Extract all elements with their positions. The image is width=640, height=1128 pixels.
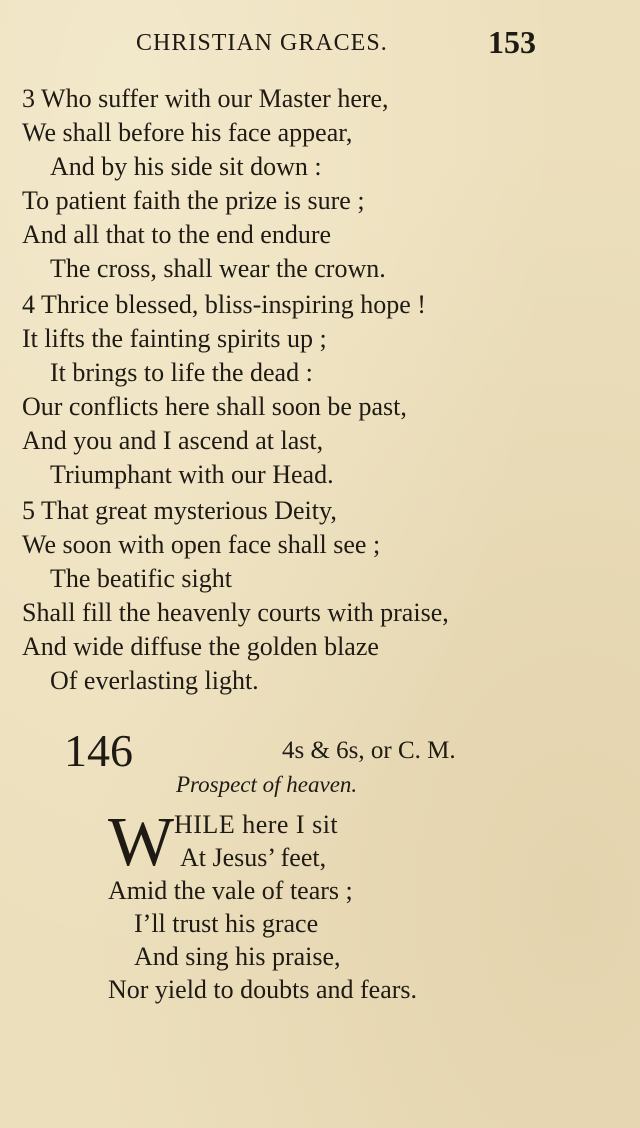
- hymn-header: [0, 726, 640, 776]
- stanza-3: [22, 82, 622, 286]
- stanza-line: Of everlasting light.: [50, 666, 259, 695]
- running-head: [0, 24, 640, 64]
- drop-cap: W: [108, 804, 175, 881]
- stanza-line: And by his side sit down :: [50, 152, 322, 181]
- hymn-line: I’ll trust his grace: [134, 909, 319, 938]
- hymn-body: [108, 804, 608, 1006]
- stanza-line: And all that to the end endure: [22, 220, 332, 249]
- running-title: CHRISTIAN GRACES.: [136, 30, 388, 56]
- stanza-line: Triumphant with our Head.: [50, 460, 334, 489]
- hymn-title: Prospect of heaven.: [176, 772, 358, 797]
- hymn-line: At Jesus’ feet,: [180, 843, 327, 872]
- stanza-line: It lifts the fainting spirits up ;: [22, 324, 327, 353]
- stanza-5: [22, 494, 622, 698]
- stanza-line: And you and I ascend at last,: [22, 426, 324, 455]
- stanza-line: 4 Thrice blessed, bliss-inspiring hope !: [22, 290, 426, 319]
- stanza-line: The cross, shall wear the crown.: [50, 254, 386, 283]
- stanza-line: We shall before his face appear,: [22, 118, 353, 147]
- stanza-line: To patient faith the prize is sure ;: [22, 186, 365, 215]
- hymn-first-line: HILE here I sit: [174, 810, 339, 839]
- hymn-line: And sing his praise,: [134, 942, 341, 971]
- stanza-line: Our conflicts here shall soon be past,: [22, 392, 407, 421]
- stanza-line: The beatific sight: [50, 564, 232, 593]
- stanza-line: We soon with open face shall see ;: [22, 530, 381, 559]
- hymn-line: Amid the vale of tears ;: [108, 876, 353, 905]
- stanza-4: [22, 288, 622, 492]
- hymn-meter: 4s & 6s, or C. M.: [282, 737, 456, 764]
- stanza-line: 3 Who suffer with our Master here,: [22, 84, 389, 113]
- hymn-number: 146: [64, 725, 133, 776]
- stanza-line: It brings to life the dead :: [50, 358, 313, 387]
- stanza-line: Shall fill the heavenly courts with praise,: [22, 598, 449, 627]
- stanza-line: 5 That great mysterious Deity,: [22, 496, 337, 525]
- page-number: 153: [488, 24, 536, 60]
- stanza-line: And wide diffuse the golden blaze: [22, 632, 379, 661]
- hymn-line: Nor yield to doubts and fears.: [108, 975, 418, 1004]
